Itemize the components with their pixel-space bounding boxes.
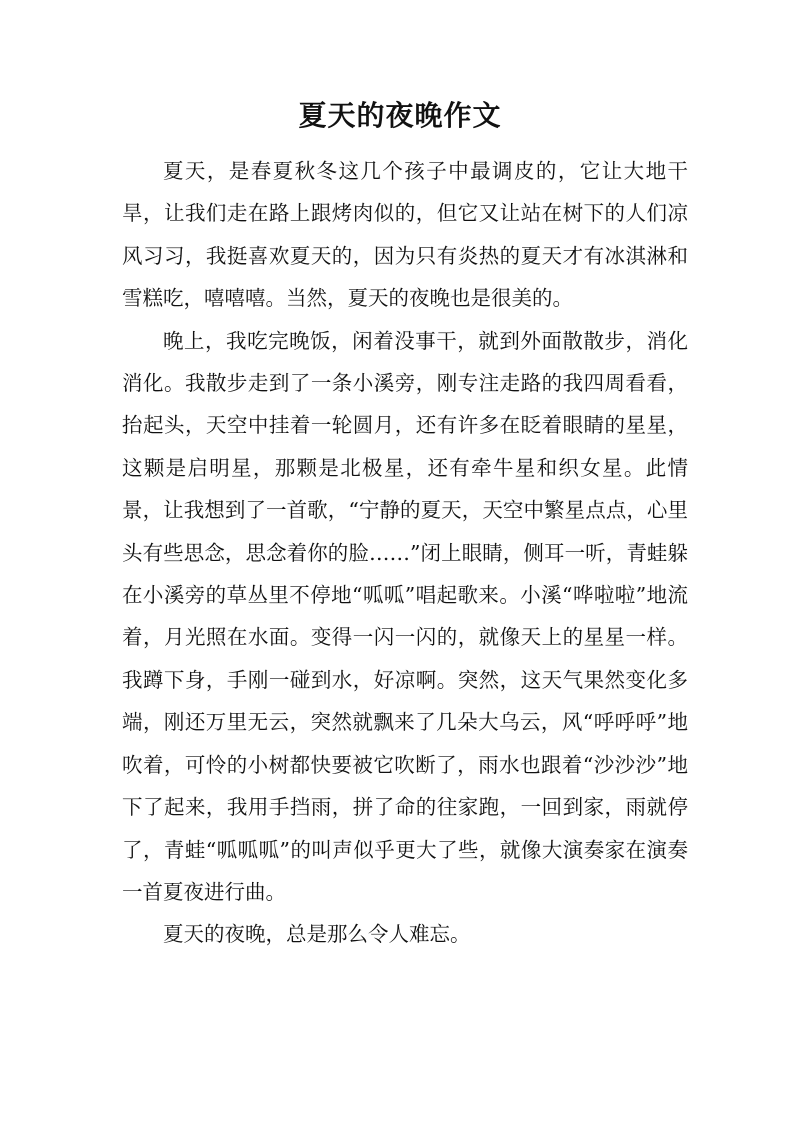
paragraph-evening-walk: 晚上，我吃完晚饭，闲着没事干，就到外面散散步，消化消化。我散步走到了一条小溪旁，刚专注走路的我四周看看，抬起头，天空中挂着一轮圆月，还有许多在眨着眼睛的星星，这颗是启明星，那颗是北极星，还有牵牛星和织女星。此情景，让我想到了一首歌，“宁静的夏天，天空中繁星点点，心里头有些思念，思念着你的脸……”闭上眼睛，侧耳一听，青蛙躲在小溪旁的草丛里不停地“呱呱”唱起歌来。小溪“哗啦啦”地流着，月光照在水面。变得一闪一闪的，就像天上的星星一样。我蹲下身，手刚一碰到水，好凉啊。突然，这天气果然变化多端，刚还万里无云，突然就飘来了几朵大乌云，风“呼呼呼”地吹着，可怜的小树都快要被它吹断了，雨水也跟着“沙沙沙”地下了起来，我用手挡雨，拼了命的往家跑，一回到家，雨就停了，青蛙“呱呱呱”的叫声似乎更大了些，就像大演奏家在演奏一首夏夜进行曲。 [122,328,688,904]
paragraph-conclusion: 夏天的夜晚，总是那么令人难忘。 [163,922,471,947]
document-body [122,150,688,956]
document-title: 夏天的夜晚作文 [298,99,502,132]
paragraph-intro: 夏天，是春夏秋冬这几个孩子中最调皮的，它让大地干旱，让我们走在路上跟烤肉似的，但它又让站在树下的人们凉风习习，我挺喜欢夏天的，因为只有炎热的夏天才有冰淇淋和雪糕吃，嘻嘻嘻。当然，夏天的夜晚也是很美的。 [122,159,688,311]
